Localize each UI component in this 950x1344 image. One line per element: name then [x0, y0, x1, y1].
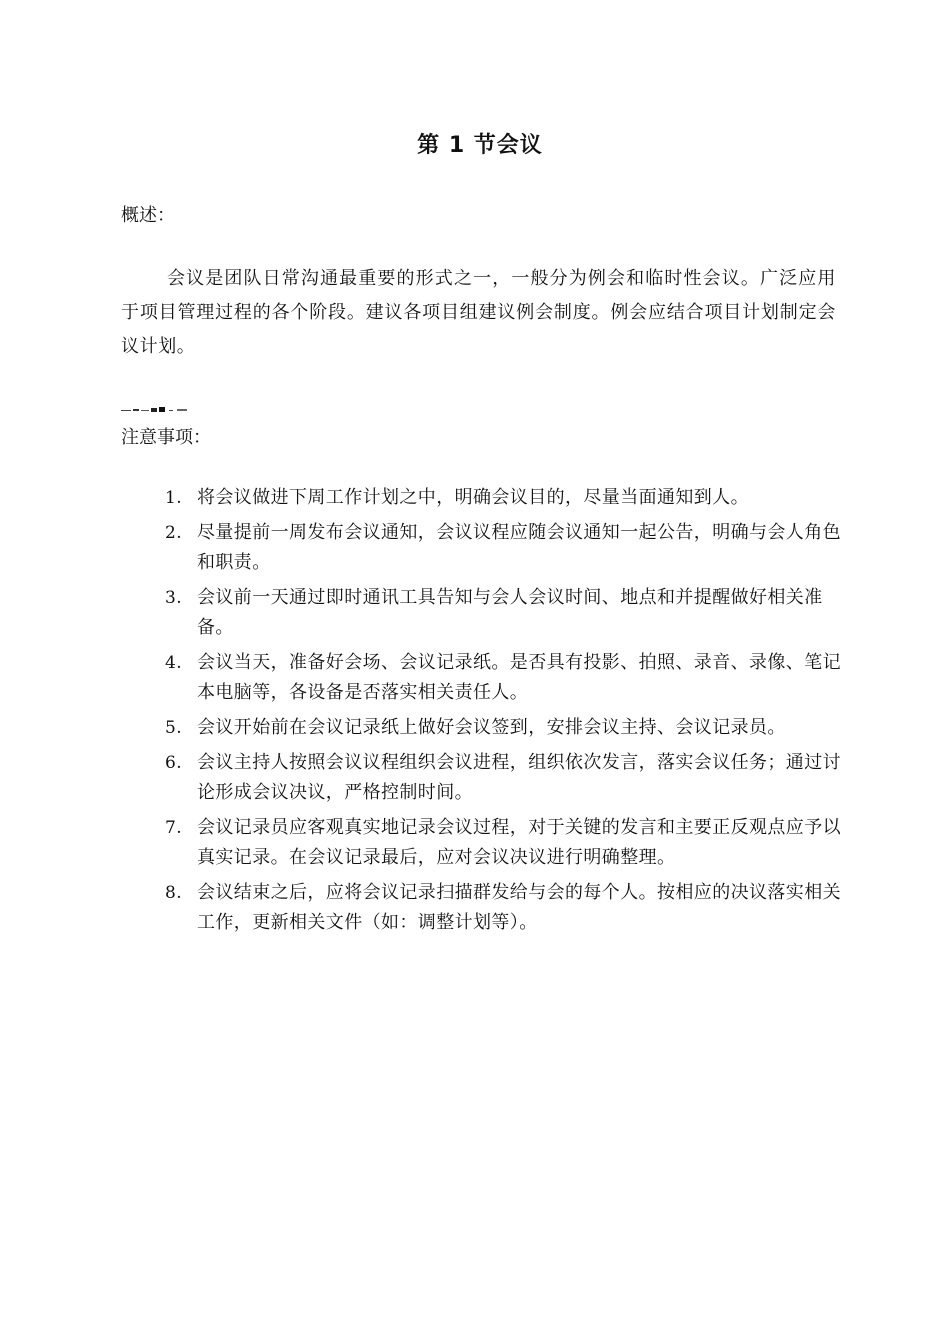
list-item: [165, 878, 845, 938]
list-item: [165, 713, 845, 743]
scan-artifact-mark: [121, 407, 193, 413]
list-item-text: 会议结束之后，应将会议记录扫描群发给与会的每个人。按相应的决议落实相关工作，更新相关文件（如：调整计划等）。: [197, 882, 841, 933]
list-item-number: 8.: [165, 883, 183, 903]
list-item-text: 尽量提前一周发布会议通知，会议议程应随会议通知一起公告，明确与会人角色和职责。: [197, 522, 841, 573]
list-item-text: 会议记录员应客观真实地记录会议过程，对于关键的发言和主要正反观点应予以真实记录。在会议记录最后，应对会议决议进行明确整理。: [197, 817, 841, 868]
overview-label: 概述：: [121, 205, 175, 226]
notes-label: 注意事项：: [121, 427, 211, 448]
list-item: [165, 813, 845, 873]
list-item-number: 5.: [165, 718, 183, 738]
list-item-text: 会议主持人按照会议议程组织会议进程，组织依次发言，落实会议任务；通过讨论形成会议决议，严格控制时间。: [197, 752, 841, 803]
section-title: 第 1 节会议: [417, 133, 543, 158]
list-item: [165, 748, 845, 808]
list-item-number: 6.: [165, 753, 183, 773]
list-item-number: 4.: [165, 653, 183, 673]
list-item-number: 3.: [165, 588, 183, 608]
list-item: [165, 648, 845, 708]
list-item-text: 将会议做进下周工作计划之中，明确会议目的，尽量当面通知到人。: [197, 487, 749, 508]
list-item: [165, 483, 845, 513]
list-item-text: 会议开始前在会议记录纸上做好会议签到，安排会议主持、会议记录员。: [197, 717, 786, 738]
overview-paragraph: 会议是团队日常沟通最重要的形式之一，一般分为例会和临时性会议。广泛应用于项目管理过程的各个阶段。建议各项目组建议例会制度。例会应结合项目计划制定会议计划。: [121, 268, 836, 357]
list-item-number: 7.: [165, 818, 183, 838]
list-item-text: 会议前一天通过即时通讯工具告知与会人会议时间、地点和并提醒做好相关准备。: [197, 587, 823, 638]
notes-list: [165, 483, 845, 943]
list-item-text: 会议当天，准备好会场、会议记录纸。是否具有投影、拍照、录音、录像、笔记本电脑等，各设备是否落实相关责任人。: [197, 652, 841, 703]
list-item-number: 1.: [165, 488, 183, 508]
list-item: [165, 518, 845, 578]
list-item-number: 2.: [165, 523, 183, 543]
list-item: [165, 583, 845, 643]
